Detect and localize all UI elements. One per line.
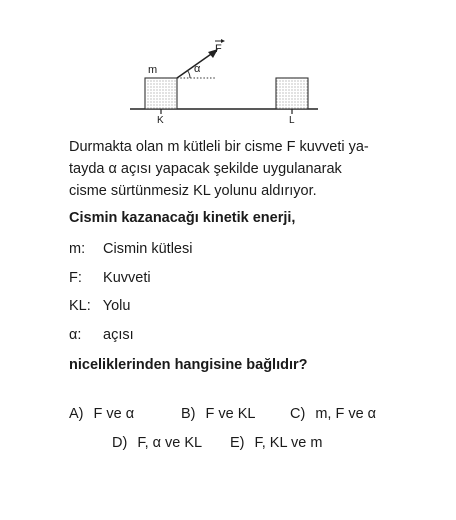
list-item [69, 298, 130, 314]
physics-figure [120, 38, 330, 130]
option-text: F ve α [93, 406, 135, 422]
question-text: niceliklerinden hangisine bağlıdır? [69, 357, 308, 373]
option-letter: B) [181, 406, 196, 422]
statement-line-1: Durmakta olan m kütleli bir cisme F kuvveti ya- [69, 139, 369, 155]
angle-label: α [194, 63, 201, 75]
block-end [276, 78, 308, 109]
option-e[interactable] [230, 435, 322, 451]
block-start [145, 78, 177, 109]
option-letter: D) [112, 435, 128, 451]
item-value: Cismin kütlesi [103, 241, 193, 257]
option-text: F, α ve KL [137, 435, 203, 451]
option-text: F ve KL [205, 406, 256, 422]
mass-label: m [148, 64, 158, 76]
option-text: m, F ve α [315, 406, 377, 422]
problem-statement [69, 136, 399, 202]
option-a[interactable] [69, 406, 134, 422]
item-key: KL: [69, 298, 91, 314]
option-letter: A) [69, 406, 84, 422]
list-item [69, 270, 151, 286]
point-l-label: L [289, 115, 295, 126]
option-text: F, KL ve m [254, 435, 323, 451]
block-force-diagram [120, 38, 330, 130]
item-key: F: [69, 270, 82, 286]
item-value: Yolu [102, 298, 131, 314]
statement-line-2: tayda α açısı yapacak şekilde uygulanarak [69, 161, 342, 177]
option-b[interactable] [181, 406, 255, 422]
item-key: m: [69, 241, 86, 257]
option-d[interactable] [112, 435, 202, 451]
list-item [69, 327, 134, 343]
option-c[interactable] [290, 406, 376, 422]
option-letter: C) [290, 406, 306, 422]
item-value: açısı [103, 327, 134, 343]
point-k-label: K [157, 115, 164, 126]
item-key: α: [69, 327, 82, 343]
item-value: Kuvveti [103, 270, 151, 286]
force-label: F [215, 43, 222, 55]
list-item [69, 241, 192, 257]
statement-line-3: cisme sürtünmesiz KL yolunu aldırıyor. [69, 183, 317, 199]
angle-arc [188, 71, 191, 79]
option-letter: E) [230, 435, 245, 451]
subtitle: Cismin kazanacağı kinetik enerji, [69, 210, 296, 226]
